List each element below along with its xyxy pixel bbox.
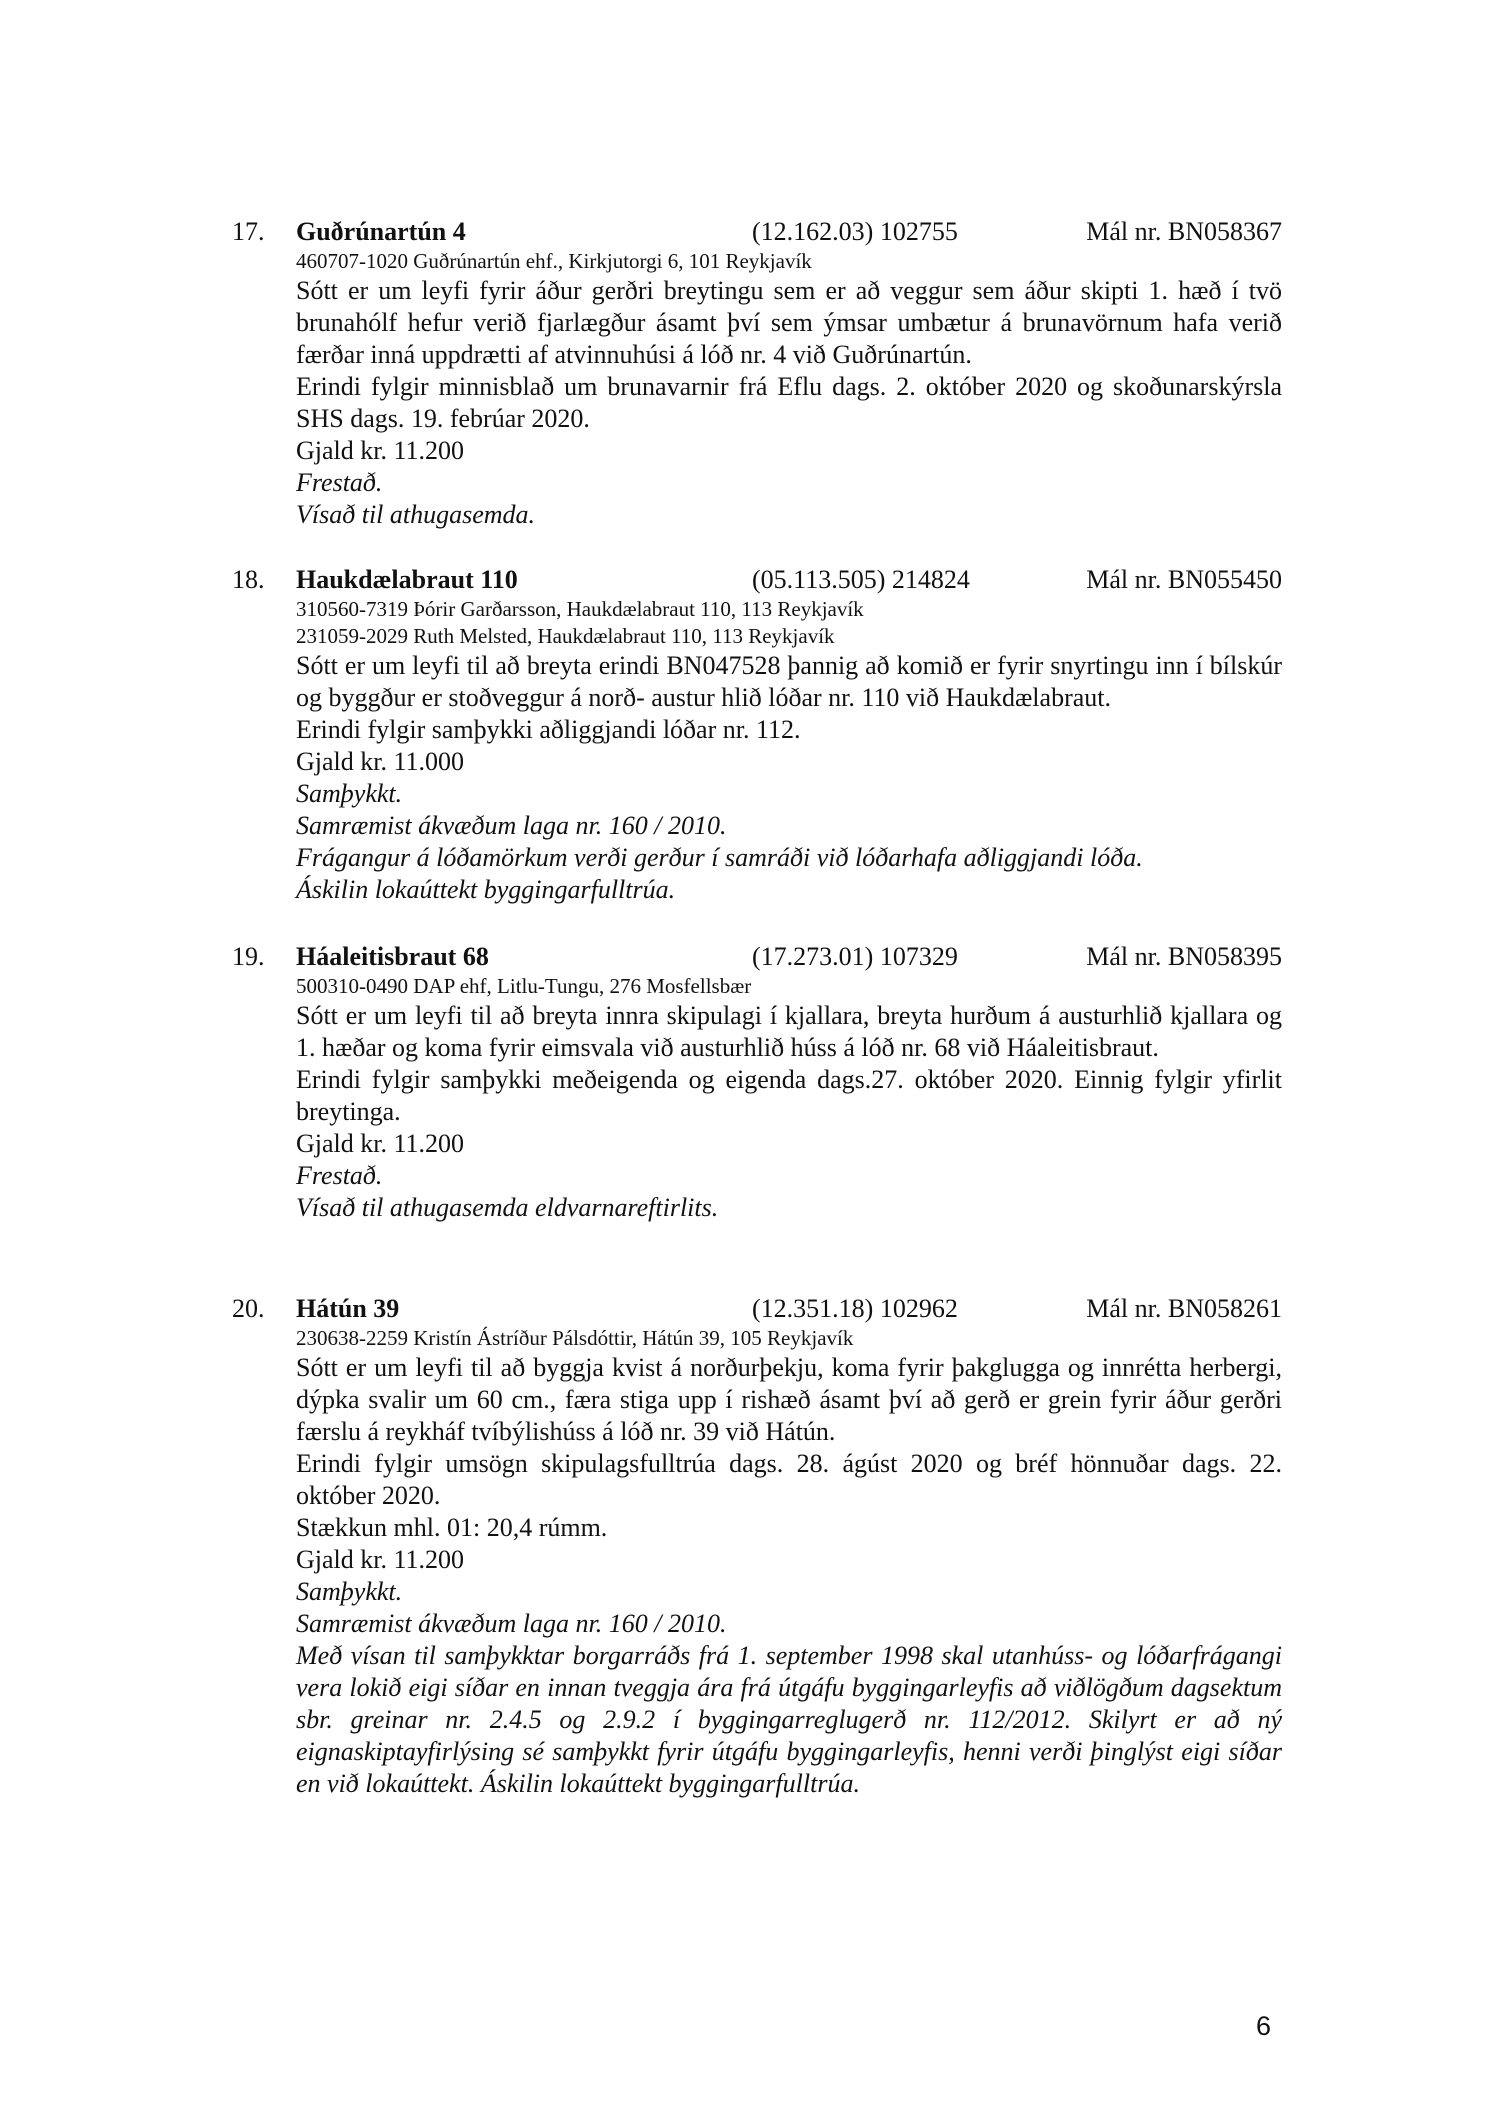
applicant: 500310-0490 DAP ehf, Litlu-Tungu, 276 Mosfellsbær — [296, 974, 752, 998]
decision-line: Frestað. — [296, 468, 383, 497]
decision-line: Vísað til athugasemda eldvarnareftirlits. — [296, 1193, 719, 1222]
fee: Gjald kr. 11.200 — [296, 1545, 465, 1574]
case-reference: Mál nr. BN058395 — [1086, 942, 1282, 971]
case-entry-17 — [232, 216, 1282, 531]
address-title: Haukdælabraut 110 — [296, 565, 518, 594]
case-number-index: 18. — [232, 565, 265, 594]
description: Sótt er um leyfi til að breyta innra skipulagi í kjallara, breyta hurðum á austurhlið kjallara og 1. hæðar og koma fyrir eimsvala við austurhlið húss á lóð nr. 68 við Háaleitisbraut. — [296, 1001, 1282, 1062]
applicant: 231059-2029 Ruth Melsted, Haukdælabraut 110, 113 Reykjavík — [296, 624, 835, 648]
case-header — [232, 941, 1282, 973]
fee: Gjald kr. 11.000 — [296, 747, 465, 776]
case-body — [296, 248, 1282, 531]
page-number: 6 — [1256, 2011, 1272, 2041]
case-header — [232, 564, 1282, 596]
decision-line: Samþykkt. — [296, 779, 403, 808]
description: Sótt er um leyfi til að byggja kvist á norðurþekju, koma fyrir þakglugga og innrétta herbergi, dýpka svalir um 60 cm., færa stiga upp í rishæð ásamt því að gerð er grein fyrir áður gerðri færslu á reykháf tvíbýlishúss á lóð nr. 39 við Hátún. — [296, 1353, 1282, 1446]
applicant: 230638-2259 Kristín Ástríður Pálsdóttir, Hátún 39, 105 Reykjavík — [296, 1326, 854, 1350]
decision-line: Frágangur á lóðamörkum verði gerður í samráði við lóðarhafa aðliggjandi lóða. — [296, 843, 1143, 872]
case-entry-18 — [232, 564, 1282, 906]
case-body — [296, 596, 1282, 906]
decision-line: Samræmist ákvæðum laga nr. 160 / 2010. — [296, 811, 727, 840]
fee: Gjald kr. 11.200 — [296, 436, 465, 465]
land-number: (05.113.505) 214824 — [752, 565, 970, 594]
decision-line: Samþykkt. — [296, 1577, 403, 1606]
decision-line: Frestað. — [296, 1161, 383, 1190]
enlargement: Stækkun mhl. 01: 20,4 rúmm. — [296, 1513, 608, 1542]
decision-line: Samræmist ákvæðum laga nr. 160 / 2010. — [296, 1609, 727, 1638]
land-number: (17.273.01) 107329 — [752, 942, 958, 971]
decision-line: Vísað til athugasemda. — [296, 500, 536, 529]
land-number: (12.351.18) 102962 — [752, 1294, 958, 1323]
case-header — [232, 216, 1282, 248]
attachment-note: Erindi fylgir samþykki aðliggjandi lóðar nr. 112. — [296, 715, 801, 744]
case-header — [232, 1293, 1282, 1325]
attachment-note: Erindi fylgir samþykki meðeigenda og eigenda dags.27. október 2020. Einnig fylgir yfirlit breytinga. — [296, 1065, 1282, 1126]
case-body — [296, 973, 1282, 1224]
attachment-note: Erindi fylgir minnisblað um brunavarnir frá Eflu dags. 2. október 2020 og skoðunarskýrsla SHS dags. 19. febrúar 2020. — [296, 372, 1282, 433]
case-reference: Mál nr. BN058367 — [1086, 217, 1282, 246]
applicant: 310560-7319 Þórir Garðarsson, Haukdælabraut 110, 113 Reykjavík — [296, 597, 864, 621]
case-entry-20 — [232, 1293, 1282, 1800]
case-body — [296, 1325, 1282, 1800]
decision-paragraph: Með vísan til samþykktar borgarráðs frá 1. september 1998 skal utanhúss- og lóðarfrágangi vera lokið eigi síðar en innan tveggja ára frá útgáfu byggingarleyfis að viðlögðum dagsektum sbr. greinar nr. 2.4.5 og 2.9.2 í byggingarreglugerð nr. 112/2012. Skilyrt er að ný eignaskiptayfirlýsing sé samþykkt fyrir útgáfu byggingarleyfis, henni verði þinglýst eigi síðar en við lokaúttekt. Áskilin lokaúttekt byggingarfulltrúa. — [296, 1641, 1282, 1798]
case-reference: Mál nr. BN058261 — [1086, 1294, 1282, 1323]
case-number-index: 20. — [232, 1294, 265, 1323]
address-title: Hátún 39 — [296, 1294, 400, 1323]
case-reference: Mál nr. BN055450 — [1086, 565, 1282, 594]
fee: Gjald kr. 11.200 — [296, 1129, 465, 1158]
address-title: Háaleitisbraut 68 — [296, 942, 489, 971]
land-number: (12.162.03) 102755 — [752, 217, 958, 246]
case-number-index: 17. — [232, 217, 265, 246]
address-title: Guðrúnartún 4 — [296, 217, 466, 246]
case-entry-19 — [232, 941, 1282, 1224]
case-number-index: 19. — [232, 942, 265, 971]
description: Sótt er um leyfi til að breyta erindi BN047528 þannig að komið er fyrir snyrtingu inn í bílskúr og byggður er stoðveggur á norð- austur hlið lóðar nr. 110 við Haukdælabraut. — [296, 651, 1282, 712]
description: Sótt er um leyfi fyrir áður gerðri breytingu sem er að veggur sem áður skipti 1. hæð í tvö brunahólf hefur verið fjarlægður ásamt því sem ýmsar umbætur á brunavörnum hafa verið færðar inná uppdrætti af atvinnuhúsi á lóð nr. 4 við Guðrúnartún. — [296, 276, 1282, 369]
decision-line: Áskilin lokaúttekt byggingarfulltrúa. — [296, 875, 676, 904]
applicant: 460707-1020 Guðrúnartún ehf., Kirkjutorgi 6, 101 Reykjavík — [296, 249, 812, 273]
attachment-note: Erindi fylgir umsögn skipulagsfulltrúa dags. 28. ágúst 2020 og bréf hönnuðar dags. 22. október 2020. — [296, 1449, 1282, 1510]
